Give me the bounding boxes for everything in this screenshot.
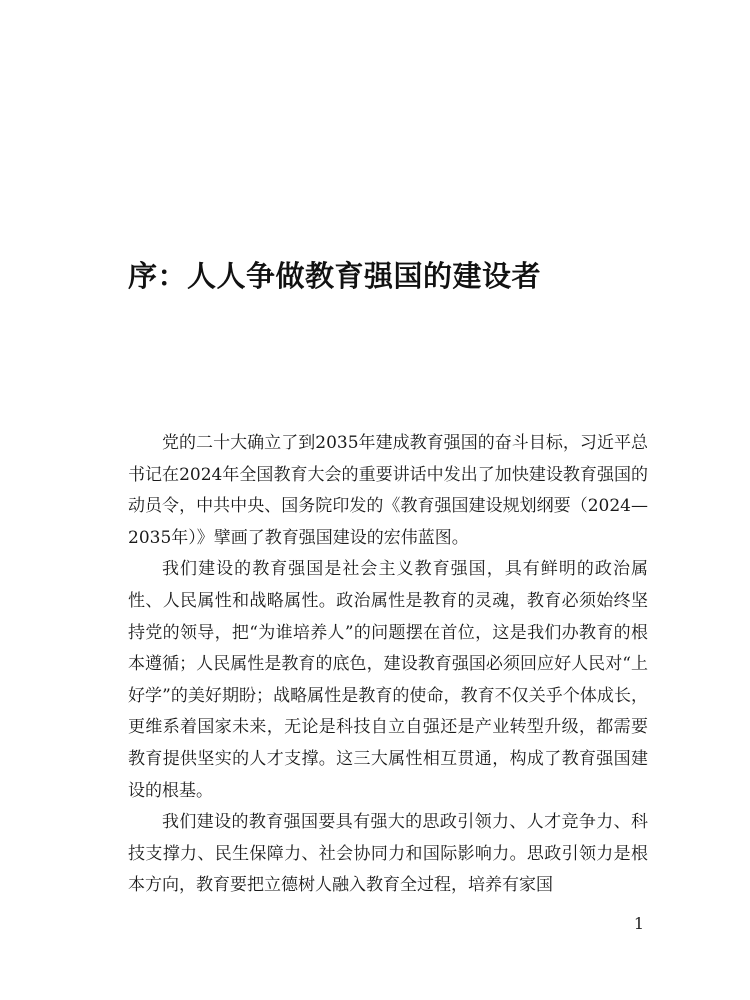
page-title: 序：人人争做教育强国的建设者 bbox=[128, 259, 542, 293]
page-number: 1 bbox=[633, 914, 644, 933]
body-text bbox=[128, 428, 648, 902]
paragraph-1: 党的二十大确立了到2035年建成教育强国的奋斗目标，习近平总书记在2024年全国教育大会的重要讲话中发出了加快建设教育强国的动员令，中共中央、国务院印发的《教育强国建设规划纲要（2024—2035年）》擘画了教育强国建设的宏伟蓝图。 bbox=[128, 433, 648, 548]
paragraph-3: 我们建设的教育强国要具有强大的思政引领力、人才竞争力、科技支撑力、民生保障力、社会协同力和国际影响力。思政引领力是根本方向，教育要把立德树人融入教育全过程，培养有家国 bbox=[128, 812, 648, 896]
paragraph-2: 我们建设的教育强国是社会主义教育强国，具有鲜明的政治属性、人民属性和战略属性。政治属性是教育的灵魂，教育必须始终坚持党的领导，把“为谁培养人”的问题摆在首位，这是我们办教育的根本遵循；人民属性是教育的底色，建设教育强国必须回应好人民对“上好学”的美好期盼；战略属性是教育的使命，教育不仅关乎个体成长，更维系着国家未来，无论是科技自立自强还是产业转型升级，都需要教育提供坚实的人才支撑。这三大属性相互贯通，构成了教育强国建设的根基。 bbox=[128, 559, 648, 801]
